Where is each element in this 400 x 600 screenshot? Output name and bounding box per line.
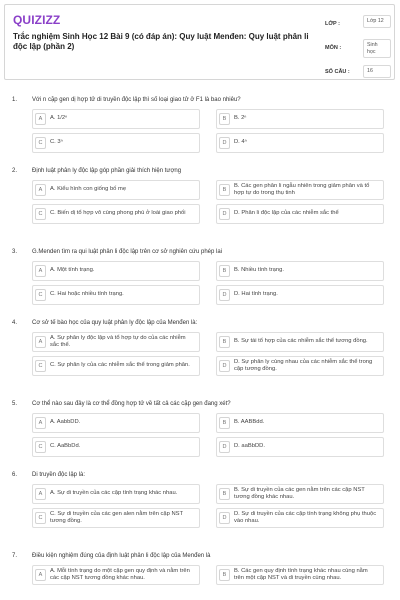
option-text: B. Sự di truyền của các gen nằm trên các cặp NST tương đồng khác nhau.	[234, 486, 365, 500]
option-letter-badge: D	[219, 137, 230, 149]
option-letter-badge: B	[219, 569, 230, 581]
option-c[interactable]	[32, 285, 200, 305]
option-letter-badge: C	[35, 137, 46, 149]
option-text: B. AABBdd.	[234, 419, 265, 426]
question-text: Với n cặp gen dị hợp tử di truyền độc lập thì số loại giao tử ở F1 là bao nhiêu?	[32, 97, 241, 103]
option-a[interactable]	[32, 109, 200, 129]
option-d[interactable]	[216, 204, 384, 224]
option-b[interactable]	[216, 332, 384, 352]
option-c[interactable]	[32, 204, 200, 224]
class-label: LỚP :	[325, 21, 340, 27]
option-letter-badge: A	[35, 488, 46, 500]
option-b[interactable]	[216, 109, 384, 129]
page-title: Trắc nghiệm Sinh Học 12 Bài 9 (có đáp án): Quy luật Menđen: Quy luật phân li độc lập (phần 2)	[13, 32, 309, 51]
option-b[interactable]	[216, 413, 384, 433]
question-count-value: 16	[363, 65, 391, 78]
option-text: B. 2ⁿ	[234, 115, 247, 122]
option-letter-badge: B	[219, 417, 230, 429]
option-letter-badge: A	[35, 113, 46, 125]
option-text: A. 1/2ⁿ	[50, 115, 68, 122]
option-text: D. Phân li độc lập của các nhiễm sắc thể	[234, 210, 339, 217]
question-number: 7.	[12, 553, 18, 559]
option-letter-badge: B	[219, 336, 230, 348]
subject-label: MÔN :	[325, 45, 342, 51]
option-text: A. Sự phân ly độc lập và tổ hợp tự do của các nhiễm sắc thể.	[50, 334, 186, 348]
option-text: D. 4ⁿ	[234, 139, 247, 146]
option-c[interactable]	[32, 437, 200, 457]
option-letter-badge: D	[219, 441, 230, 453]
option-letter-badge: A	[35, 569, 46, 581]
question-text: G.Menden tìm ra qui luật phân li độc lập trên cơ sở nghiên cứu phép lai	[32, 249, 222, 255]
option-letter-badge: D	[219, 289, 230, 301]
option-letter-badge: A	[35, 184, 46, 196]
option-a[interactable]	[32, 180, 200, 200]
option-letter-badge: B	[219, 265, 230, 277]
option-d[interactable]	[216, 356, 384, 376]
question-text: Điều kiện nghiệm đúng của định luật phân li độc lập của Menđen là	[32, 553, 211, 559]
option-letter-badge: A	[35, 336, 46, 348]
option-text: C. Sự phân ly của các nhiễm sắc thể trong giảm phân.	[50, 362, 190, 369]
option-b[interactable]	[216, 565, 384, 585]
option-d[interactable]	[216, 285, 384, 305]
option-a[interactable]	[32, 484, 200, 504]
option-d[interactable]	[216, 437, 384, 457]
option-letter-badge: C	[35, 360, 46, 372]
option-letter-badge: A	[35, 265, 46, 277]
option-letter-badge: D	[219, 512, 230, 524]
option-a[interactable]	[32, 261, 200, 281]
option-text: D. aaBbDD.	[234, 443, 265, 450]
question-text: Định luật phân ly độc lập góp phần giải thích hiện tượng	[32, 168, 182, 174]
class-value: Lớp 12	[363, 15, 391, 28]
option-text: C. Sự di truyền của các gen alen nằm trên cặp NST tương đồng.	[50, 510, 183, 524]
option-text: B. Các gen quy định tính trạng khác nhau cùng nằm trên một cặp NST và di truyền cùng nhau.	[234, 567, 368, 581]
option-text: C. Biến dị tổ hợp vô cùng phong phú ở loài giao phối	[50, 210, 186, 217]
question-text: Di truyền độc lập là:	[32, 472, 86, 478]
option-text: B. Các gen phân li ngẫu nhiên trong giảm phân và tổ hợp tự do trong thụ tinh	[234, 182, 370, 196]
option-text: D. Sự phân ly cùng nhau của các nhiễm sắc thể trong cặp tương đồng.	[234, 358, 373, 372]
option-text: D. Sự di truyền của các cặp tính trạng không phụ thuộc vào nhau.	[234, 510, 377, 524]
option-a[interactable]	[32, 413, 200, 433]
option-letter-badge: A	[35, 417, 46, 429]
option-letter-badge: C	[35, 512, 46, 524]
option-letter-badge: B	[219, 488, 230, 500]
question-number: 5.	[12, 401, 18, 407]
option-c[interactable]	[32, 508, 200, 528]
option-text: A. Mỗi tính trạng do một cặp gen quy định và nằm trên các cặp NST tương đồng khác nhau.	[50, 567, 190, 581]
question-count-label: SỐ CÂU :	[325, 69, 350, 75]
option-letter-badge: D	[219, 208, 230, 220]
option-text: C. 3ⁿ	[50, 139, 63, 146]
option-text: A. Sự di truyền của các cặp tính trạng khác nhau.	[50, 490, 178, 497]
option-d[interactable]	[216, 133, 384, 153]
option-c[interactable]	[32, 356, 200, 376]
option-a[interactable]	[32, 332, 200, 352]
quiz-header	[4, 4, 395, 80]
option-letter-badge: D	[219, 360, 230, 372]
quizizz-logo: QUIZIZZ	[13, 13, 61, 27]
question-text: Cơ thể nào sau đây là cơ thể đồng hợp tử về tất cả các cặp gen đang xét?	[32, 401, 231, 407]
option-text: C. AaBbDd.	[50, 443, 81, 450]
question-number: 3.	[12, 249, 18, 255]
option-c[interactable]	[32, 133, 200, 153]
question-number: 6.	[12, 472, 18, 478]
subject-value: Sinh học	[363, 39, 391, 58]
option-b[interactable]	[216, 180, 384, 200]
option-letter-badge: C	[35, 208, 46, 220]
question-number: 1.	[12, 97, 18, 103]
option-text: D. Hai tính trạng.	[234, 291, 278, 298]
option-letter-badge: C	[35, 289, 46, 301]
question-text: Cơ sở tế bào học của quy luật phân ly độc lập của Menđen là:	[32, 320, 198, 326]
option-text: B. Sự tái tổ hợp của các nhiễm sắc thể tương đồng.	[234, 338, 368, 345]
option-letter-badge: B	[219, 113, 230, 125]
question-number: 2.	[12, 168, 18, 174]
option-a[interactable]	[32, 565, 200, 585]
option-text: A. Một tính trạng.	[50, 267, 95, 274]
option-text: C. Hai hoặc nhiều tính trạng.	[50, 291, 124, 298]
option-letter-badge: B	[219, 184, 230, 196]
option-text: B. Nhiều tính trạng.	[234, 267, 284, 274]
option-b[interactable]	[216, 261, 384, 281]
option-text: A. AabbDD.	[50, 419, 81, 426]
option-d[interactable]	[216, 508, 384, 528]
question-number: 4.	[12, 320, 18, 326]
option-text: A. Kiểu hình con giống bố mẹ	[50, 186, 127, 193]
option-letter-badge: C	[35, 441, 46, 453]
option-b[interactable]	[216, 484, 384, 504]
